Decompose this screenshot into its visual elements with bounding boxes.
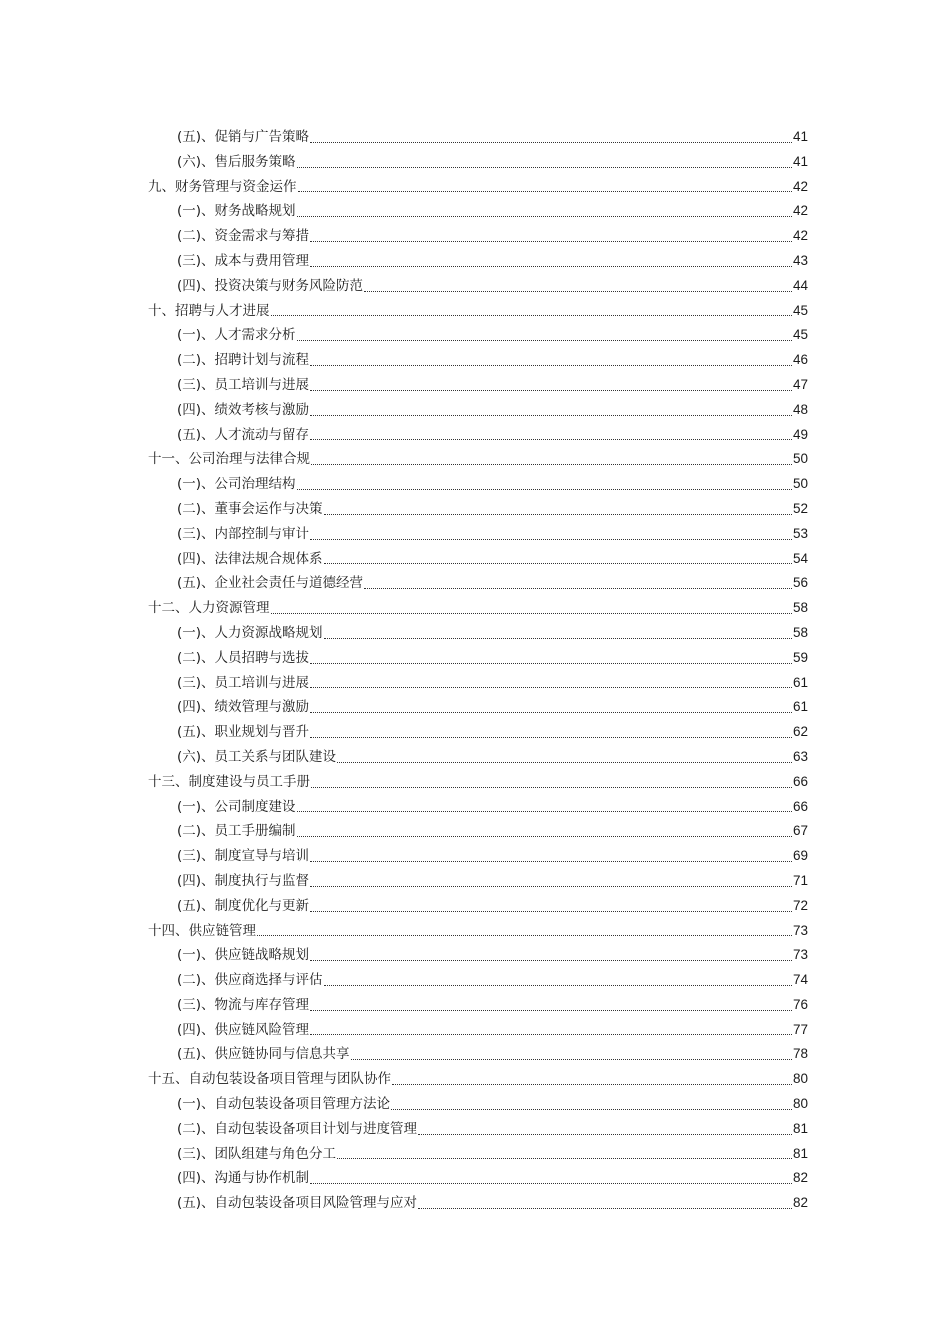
table-of-contents (148, 125, 808, 1216)
toc-chapter-entry[interactable] (148, 175, 808, 200)
toc-entry-title: (四)、供应链风险管理 (177, 1021, 310, 1038)
toc-page-number: 73 (792, 947, 808, 963)
toc-section-entry[interactable] (148, 844, 808, 869)
toc-page-number: 46 (792, 352, 808, 368)
toc-page-number: 77 (792, 1021, 808, 1037)
toc-page-number: 41 (792, 153, 808, 169)
toc-page-number: 80 (792, 1071, 808, 1087)
toc-page-number: 80 (792, 1096, 808, 1112)
toc-dot-leader (310, 959, 792, 961)
toc-dot-leader (297, 166, 792, 168)
toc-dot-leader (310, 364, 792, 366)
toc-section-entry[interactable] (148, 547, 808, 572)
toc-dot-leader (310, 538, 792, 540)
toc-entry-title: (四)、法律法规合规体系 (177, 550, 323, 567)
toc-entry-title: 十四、供应链管理 (148, 922, 256, 939)
toc-entry-title: (二)、供应商选择与评估 (177, 972, 323, 989)
toc-chapter-entry[interactable] (148, 919, 808, 944)
toc-dot-leader (391, 1108, 792, 1110)
toc-dot-leader (271, 314, 792, 316)
toc-chapter-entry[interactable] (148, 447, 808, 472)
toc-section-entry[interactable] (148, 522, 808, 547)
toc-dot-leader (324, 984, 792, 986)
toc-page-number: 82 (792, 1170, 808, 1186)
toc-entry-title: 十三、制度建设与员工手册 (148, 773, 310, 790)
toc-section-entry[interactable] (148, 943, 808, 968)
toc-page-number: 61 (792, 674, 808, 690)
toc-dot-leader (310, 265, 792, 267)
toc-section-entry[interactable] (148, 1042, 808, 1067)
toc-page-number: 56 (792, 575, 808, 591)
toc-page-number: 67 (792, 823, 808, 839)
toc-entry-title: 十五、自动包装设备项目管理与团队协作 (148, 1071, 391, 1088)
toc-dot-leader (297, 810, 792, 812)
toc-entry-title: (一)、人力资源战略规划 (177, 624, 323, 641)
toc-page-number: 50 (792, 451, 808, 467)
toc-dot-leader (337, 1157, 792, 1159)
toc-section-entry[interactable] (148, 423, 808, 448)
toc-section-entry[interactable] (148, 472, 808, 497)
toc-entry-title: (三)、制度宣导与培训 (177, 848, 310, 865)
toc-page-number: 81 (792, 1120, 808, 1136)
toc-entry-title: (二)、自动包装设备项目计划与进度管理 (177, 1120, 418, 1137)
toc-page-number: 63 (792, 748, 808, 764)
toc-dot-leader (364, 290, 792, 292)
toc-section-entry[interactable] (148, 646, 808, 671)
toc-section-entry[interactable] (148, 894, 808, 919)
toc-dot-leader (310, 389, 792, 391)
toc-entry-title: (一)、财务战略规划 (177, 203, 296, 220)
toc-dot-leader (257, 934, 792, 936)
toc-section-entry[interactable] (148, 373, 808, 398)
toc-entry-title: (五)、促销与广告策略 (177, 129, 310, 145)
toc-page-number: 72 (792, 897, 808, 913)
toc-page-number: 45 (792, 302, 808, 318)
toc-dot-leader (310, 1009, 792, 1011)
toc-page-number: 53 (792, 525, 808, 541)
toc-entry-title: (六)、员工关系与团队建设 (177, 748, 337, 765)
toc-section-entry[interactable] (148, 224, 808, 249)
toc-entry-title: (四)、沟通与协作机制 (177, 1170, 310, 1187)
toc-dot-leader (418, 1133, 792, 1135)
toc-page-number: 42 (792, 178, 808, 194)
toc-section-entry[interactable] (148, 348, 808, 373)
toc-entry-title: (三)、物流与库存管理 (177, 996, 310, 1013)
toc-page-number: 48 (792, 401, 808, 417)
toc-section-entry[interactable] (148, 398, 808, 423)
toc-section-entry[interactable] (148, 249, 808, 274)
toc-dot-leader (310, 438, 792, 440)
toc-dot-leader (310, 686, 792, 688)
toc-section-entry[interactable] (148, 1142, 808, 1167)
toc-dot-leader (297, 215, 792, 217)
toc-entry-title: (一)、公司制度建设 (177, 798, 296, 815)
toc-page-number: 42 (792, 203, 808, 219)
toc-chapter-entry[interactable] (148, 1067, 808, 1092)
toc-entry-title: (五)、供应链协同与信息共享 (177, 1046, 350, 1063)
toc-page-number: 41 (792, 129, 808, 144)
toc-entry-title: (三)、员工培训与进展 (177, 376, 310, 393)
toc-page-number: 59 (792, 649, 808, 665)
toc-page-number: 73 (792, 922, 808, 938)
toc-dot-leader (310, 910, 792, 912)
toc-section-entry[interactable] (148, 671, 808, 696)
toc-section-entry[interactable] (148, 695, 808, 720)
toc-section-entry[interactable] (148, 819, 808, 844)
toc-page-number: 82 (792, 1195, 808, 1211)
toc-entry-title: (五)、人才流动与留存 (177, 426, 310, 443)
toc-dot-leader (310, 736, 792, 738)
toc-page-number: 66 (792, 798, 808, 814)
toc-page-number: 52 (792, 500, 808, 516)
toc-page-number: 50 (792, 476, 808, 492)
toc-entry-title: 十、招聘与人才进展 (148, 302, 270, 319)
toc-entry-title: (三)、团队组建与角色分工 (177, 1145, 337, 1162)
toc-dot-leader (310, 141, 792, 143)
toc-entry-title: (四)、绩效管理与激励 (177, 699, 310, 716)
toc-page-number: 44 (792, 277, 808, 293)
toc-chapter-entry[interactable] (148, 299, 808, 324)
toc-section-entry[interactable] (148, 274, 808, 299)
toc-page-number: 76 (792, 996, 808, 1012)
toc-dot-leader (271, 612, 792, 614)
toc-entry-title: (二)、资金需求与筹措 (177, 228, 310, 245)
toc-dot-leader (324, 562, 792, 564)
toc-dot-leader (310, 240, 792, 242)
toc-page-number: 66 (792, 773, 808, 789)
toc-section-entry[interactable] (148, 795, 808, 820)
toc-entry-title: (六)、售后服务策略 (177, 153, 296, 170)
toc-chapter-entry[interactable] (148, 770, 808, 795)
toc-entry-title: (二)、董事会运作与决策 (177, 500, 323, 517)
toc-entry-title: 九、财务管理与资金运作 (148, 178, 297, 195)
toc-dot-leader (297, 835, 792, 837)
toc-page-number: 74 (792, 972, 808, 988)
toc-entry-title: (二)、员工手册编制 (177, 823, 296, 840)
toc-dot-leader (351, 1058, 792, 1060)
toc-dot-leader (310, 885, 792, 887)
toc-page-number: 71 (792, 872, 808, 888)
toc-entry-title: (三)、员工培训与进展 (177, 674, 310, 691)
toc-entry-title: (五)、职业规划与晋升 (177, 724, 310, 741)
toc-dot-leader (310, 1182, 792, 1184)
toc-page-number: 61 (792, 699, 808, 715)
toc-page-number: 47 (792, 376, 808, 392)
toc-entry-title: (二)、招聘计划与流程 (177, 352, 310, 369)
toc-dot-leader (310, 1033, 792, 1035)
toc-page-number: 45 (792, 327, 808, 343)
toc-dot-leader (337, 761, 792, 763)
toc-dot-leader (418, 1207, 792, 1209)
toc-page-number: 54 (792, 550, 808, 566)
toc-entry-title: (五)、自动包装设备项目风险管理与应对 (177, 1195, 418, 1212)
toc-page-number: 42 (792, 228, 808, 244)
toc-section-entry[interactable] (148, 497, 808, 522)
toc-entry-title: (二)、人员招聘与选拔 (177, 649, 310, 666)
toc-page-number: 81 (792, 1145, 808, 1161)
toc-section-entry[interactable] (148, 621, 808, 646)
toc-entry-title: (三)、内部控制与审计 (177, 525, 310, 542)
toc-dot-leader (310, 414, 792, 416)
toc-entry-title: (一)、供应链战略规划 (177, 947, 310, 964)
toc-section-entry[interactable] (148, 869, 808, 894)
toc-chapter-entry[interactable] (148, 596, 808, 621)
toc-dot-leader (310, 860, 792, 862)
toc-dot-leader (311, 786, 792, 788)
toc-entry-title: (三)、成本与费用管理 (177, 252, 310, 269)
toc-entry-title: (一)、自动包装设备项目管理方法论 (177, 1096, 391, 1113)
toc-entry-title: (五)、制度优化与更新 (177, 897, 310, 914)
toc-section-entry[interactable] (148, 571, 808, 596)
toc-page-number: 69 (792, 848, 808, 864)
toc-dot-leader (311, 463, 792, 465)
toc-dot-leader (310, 662, 792, 664)
toc-entry-title: (五)、企业社会责任与道德经营 (177, 575, 364, 592)
toc-page-number: 43 (792, 252, 808, 268)
toc-entry-title: 十一、公司治理与法律合规 (148, 451, 310, 468)
toc-page-number: 78 (792, 1046, 808, 1062)
toc-dot-leader (324, 637, 792, 639)
toc-page-number: 62 (792, 724, 808, 740)
toc-page-number: 49 (792, 426, 808, 442)
toc-dot-leader (310, 711, 792, 713)
toc-section-entry[interactable] (148, 968, 808, 993)
toc-section-entry[interactable] (148, 125, 808, 150)
toc-section-entry[interactable] (148, 720, 808, 745)
toc-section-entry[interactable] (148, 1092, 808, 1117)
toc-section-entry[interactable] (148, 1117, 808, 1142)
toc-page-number: 58 (792, 624, 808, 640)
toc-entry-title: (四)、制度执行与监督 (177, 872, 310, 889)
toc-dot-leader (324, 513, 792, 515)
toc-section-entry[interactable] (148, 199, 808, 224)
toc-dot-leader (298, 190, 792, 192)
toc-page-number: 58 (792, 600, 808, 616)
toc-section-entry[interactable] (148, 150, 808, 175)
toc-section-entry[interactable] (148, 1191, 808, 1216)
toc-entry-title: (一)、公司治理结构 (177, 476, 296, 493)
toc-section-entry[interactable] (148, 323, 808, 348)
toc-section-entry[interactable] (148, 1018, 808, 1043)
toc-section-entry[interactable] (148, 993, 808, 1018)
toc-entry-title: 十二、人力资源管理 (148, 600, 270, 617)
toc-dot-leader (297, 339, 792, 341)
toc-section-entry[interactable] (148, 1166, 808, 1191)
toc-entry-title: (一)、人才需求分析 (177, 327, 296, 344)
toc-section-entry[interactable] (148, 745, 808, 770)
toc-dot-leader (364, 587, 792, 589)
toc-dot-leader (392, 1083, 792, 1085)
toc-entry-title: (四)、绩效考核与激励 (177, 401, 310, 418)
toc-entry-title: (四)、投资决策与财务风险防范 (177, 277, 364, 294)
toc-dot-leader (297, 488, 792, 490)
